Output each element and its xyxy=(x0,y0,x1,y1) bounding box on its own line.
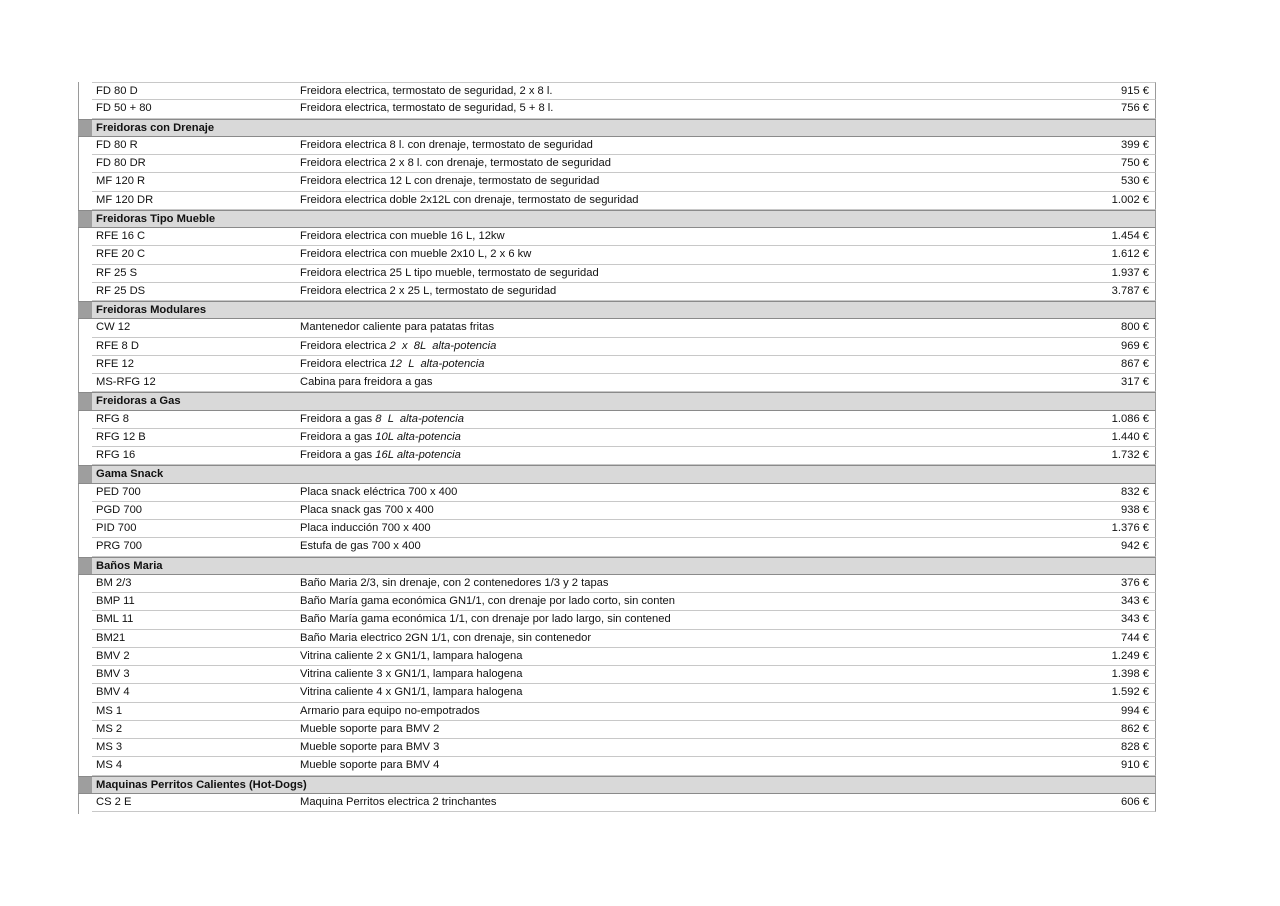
product-description xyxy=(300,484,457,501)
product-description-spec: 2 x 8L alta-potencia xyxy=(389,339,497,352)
product-description xyxy=(300,611,671,628)
product-price: 1.937 € xyxy=(1111,266,1149,279)
product-code: MS 3 xyxy=(96,741,123,753)
category-header xyxy=(78,392,1156,410)
product-price: 969 € xyxy=(1121,339,1149,352)
product-code: FD 80 DR xyxy=(96,157,146,169)
product-description xyxy=(300,155,611,172)
product-description-spec: 16L alta-potencia xyxy=(375,449,461,461)
product-description-text: Mueble soporte para BMV 4 xyxy=(300,759,440,772)
product-description xyxy=(300,575,608,592)
product-price: 1.454 € xyxy=(1111,230,1149,242)
product-row xyxy=(92,648,1156,666)
product-row xyxy=(92,520,1156,538)
product-code: RFE 12 xyxy=(96,357,134,370)
product-description xyxy=(300,666,522,683)
product-code: RFE 16 C xyxy=(96,230,146,242)
product-description xyxy=(300,192,639,209)
product-code: BML 11 xyxy=(96,613,134,626)
product-row xyxy=(92,173,1156,191)
product-description xyxy=(300,83,552,100)
product-price: 1.002 € xyxy=(1111,193,1149,206)
product-description-text: Placa snack eléctrica 700 x 400 xyxy=(300,485,458,498)
product-description-text: Baño María gama económica GN1/1, con drenaje por lado corto, sin conten xyxy=(300,595,675,607)
product-description xyxy=(300,447,461,464)
product-description-text: Freidora electrica, termostato de seguridad, 5 + 8 l. xyxy=(300,102,554,115)
product-code: PID 700 xyxy=(96,522,137,534)
product-price: 343 € xyxy=(1121,595,1149,607)
category-marker xyxy=(78,466,92,482)
product-code: PGD 700 xyxy=(96,503,143,516)
product-row xyxy=(92,246,1156,264)
product-code: BMV 2 xyxy=(96,649,130,662)
product-price: 800 € xyxy=(1121,321,1149,334)
product-description-text: Freidora electrica 25 L tipo mueble, termostato de seguridad xyxy=(300,266,599,279)
product-code: FD 80 R xyxy=(96,138,138,151)
category-label: Baños Maria xyxy=(96,559,163,572)
product-row xyxy=(92,374,1156,392)
product-row xyxy=(92,82,1156,100)
product-row xyxy=(92,502,1156,520)
product-row xyxy=(92,265,1156,283)
product-row xyxy=(92,283,1156,301)
product-code: RF 25 S xyxy=(96,266,138,279)
product-price: 1.732 € xyxy=(1111,449,1149,461)
product-description-text: Baño Maria electrico 2GN 1/1, con drenaje, sin contenedor xyxy=(300,631,592,644)
product-description xyxy=(300,538,421,555)
product-row xyxy=(92,155,1156,173)
product-description-text: Freidora electrica 8 l. con drenaje, termostato de seguridad xyxy=(300,138,593,151)
product-price: 915 € xyxy=(1121,85,1149,97)
product-description-text: Vitrina caliente 2 x GN1/1, lampara halogena xyxy=(300,649,523,662)
product-code: MS 2 xyxy=(96,722,123,735)
product-description-text: Baño María gama económica 1/1, con drenaje por lado largo, sin contened xyxy=(300,613,671,626)
product-description xyxy=(300,630,591,647)
product-description-text: Freidora electrica 2 x 25 L, termostato de seguridad xyxy=(300,284,557,297)
product-description-text: Freidora a gas xyxy=(300,449,376,461)
product-code: MF 120 R xyxy=(96,175,146,188)
category-marker xyxy=(78,393,92,409)
category-label: Freidoras con Drenaje xyxy=(96,121,215,134)
product-price: 828 € xyxy=(1121,741,1149,753)
product-code: BM 2/3 xyxy=(96,576,132,589)
product-description-text: Freidora electrica 12 L con drenaje, termostato de seguridad xyxy=(300,175,600,188)
product-description xyxy=(300,356,485,373)
product-code: FD 50 + 80 xyxy=(96,102,152,115)
category-header xyxy=(78,557,1156,575)
category-label: Maquinas Perritos Calientes (Hot-Dogs) xyxy=(96,778,307,791)
product-description-text: Freidora electrica 2 x 8 l. con drenaje, termostato de seguridad xyxy=(300,157,611,169)
product-description-text: Freidora electrica, termostato de seguridad, 2 x 8 l. xyxy=(300,85,553,97)
product-description xyxy=(300,338,496,355)
product-row xyxy=(92,429,1156,447)
product-row xyxy=(92,757,1156,775)
product-description-text: Maquina Perritos electrica 2 trinchantes xyxy=(300,795,497,808)
product-description-text: Freidora electrica xyxy=(300,357,390,370)
product-description-text: Armario para equipo no-empotrados xyxy=(300,704,480,717)
product-description-spec: 8 L alta-potencia xyxy=(375,412,464,425)
product-price: 938 € xyxy=(1121,503,1149,516)
product-code: MS-RFG 12 xyxy=(96,376,156,388)
product-description xyxy=(300,173,599,190)
product-description xyxy=(300,703,480,720)
product-description-text: Freidora electrica con mueble 2x10 L, 2 x 6 kw xyxy=(300,248,532,261)
product-code: BMV 3 xyxy=(96,668,130,680)
product-description-text: Cabina para freidora a gas xyxy=(300,376,433,388)
category-marker xyxy=(78,558,92,574)
product-description-text: Freidora a gas xyxy=(300,430,376,443)
product-code: MS 1 xyxy=(96,704,123,717)
product-description-text: Vitrina caliente 4 x GN1/1, lampara halogena xyxy=(300,686,523,699)
product-row xyxy=(92,484,1156,502)
product-row xyxy=(92,338,1156,356)
product-description xyxy=(300,502,434,519)
category-label: Freidoras Tipo Mueble xyxy=(96,212,216,225)
category-label: Gama Snack xyxy=(96,468,164,481)
product-description xyxy=(300,593,675,610)
product-price: 832 € xyxy=(1121,485,1149,498)
product-row xyxy=(92,100,1156,118)
product-description-text: Freidora a gas xyxy=(300,412,376,425)
product-description xyxy=(300,794,497,811)
product-description-text: Mantenedor caliente para patatas fritas xyxy=(300,321,495,334)
category-header xyxy=(78,776,1156,794)
category-header xyxy=(78,465,1156,483)
product-description xyxy=(300,520,431,537)
product-description xyxy=(300,100,553,117)
product-description xyxy=(300,319,494,336)
product-description-text: Vitrina caliente 3 x GN1/1, lampara halogena xyxy=(300,668,523,680)
product-code: RF 25 DS xyxy=(96,284,146,297)
category-marker xyxy=(78,211,92,227)
product-code: RFE 20 C xyxy=(96,248,146,261)
product-price: 1.376 € xyxy=(1111,522,1149,534)
product-price: 606 € xyxy=(1121,795,1149,808)
product-description-spec: 10L alta-potencia xyxy=(375,430,461,443)
product-code: RFE 8 D xyxy=(96,339,139,352)
product-row xyxy=(92,666,1156,684)
product-code: FD 80 D xyxy=(96,85,138,97)
product-row xyxy=(92,630,1156,648)
product-code: CW 12 xyxy=(96,321,131,334)
product-description xyxy=(300,411,464,428)
product-row xyxy=(92,228,1156,246)
product-description-text: Estufa de gas 700 x 400 xyxy=(300,540,421,553)
product-code: PRG 700 xyxy=(96,540,143,553)
product-price: 317 € xyxy=(1121,376,1149,388)
product-row xyxy=(92,593,1156,611)
product-description xyxy=(300,374,432,391)
product-price: 530 € xyxy=(1121,175,1149,188)
product-code: MS 4 xyxy=(96,759,123,772)
product-description xyxy=(300,265,599,282)
product-description xyxy=(300,137,593,154)
category-header xyxy=(78,210,1156,228)
product-code: RFG 8 xyxy=(96,412,129,425)
product-code: MF 120 DR xyxy=(96,193,154,206)
product-description xyxy=(300,283,556,300)
product-price: 376 € xyxy=(1121,576,1149,589)
category-label: Freidoras a Gas xyxy=(96,395,181,408)
product-row xyxy=(92,684,1156,702)
product-description-text: Mueble soporte para BMV 2 xyxy=(300,722,440,735)
category-label: Freidoras Modulares xyxy=(96,304,207,316)
product-code: RFG 12 B xyxy=(96,430,146,443)
product-description-text: Freidora electrica xyxy=(300,339,390,352)
product-row xyxy=(92,319,1156,337)
product-price: 399 € xyxy=(1121,138,1149,151)
product-row xyxy=(92,794,1156,812)
product-description xyxy=(300,246,531,263)
product-price: 1.398 € xyxy=(1111,668,1149,680)
product-code: BMP 11 xyxy=(96,595,135,607)
product-price: 1.249 € xyxy=(1111,649,1149,662)
product-row xyxy=(92,356,1156,374)
product-description xyxy=(300,648,522,665)
product-price: 750 € xyxy=(1121,157,1149,169)
product-row xyxy=(92,703,1156,721)
category-header xyxy=(78,119,1156,137)
product-price: 1.086 € xyxy=(1111,412,1149,425)
product-price: 942 € xyxy=(1121,540,1149,553)
category-header xyxy=(78,301,1156,319)
product-description-text: Placa snack gas 700 x 400 xyxy=(300,503,434,516)
product-price: 1.592 € xyxy=(1111,686,1149,699)
product-row xyxy=(92,447,1156,465)
product-code: BM21 xyxy=(96,631,126,644)
product-price: 867 € xyxy=(1121,357,1149,370)
product-description-text: Freidora electrica doble 2x12L con drenaje, termostato de seguridad xyxy=(300,193,639,206)
product-price: 1.612 € xyxy=(1111,248,1149,261)
product-row xyxy=(92,575,1156,593)
product-description-text: Placa inducción 700 x 400 xyxy=(300,522,431,534)
product-row xyxy=(92,611,1156,629)
product-row xyxy=(92,137,1156,155)
product-row xyxy=(92,192,1156,210)
product-description xyxy=(300,228,505,245)
product-price: 3.787 € xyxy=(1111,284,1149,297)
product-code: BMV 4 xyxy=(96,686,130,699)
product-description xyxy=(300,429,461,446)
product-code: RFG 16 xyxy=(96,449,136,461)
product-row xyxy=(92,411,1156,429)
product-description-text: Freidora electrica con mueble 16 L, 12kw xyxy=(300,230,505,242)
product-description-text: Mueble soporte para BMV 3 xyxy=(300,741,440,753)
product-description-spec: 12 L alta-potencia xyxy=(389,357,485,370)
category-marker xyxy=(78,120,92,136)
category-marker xyxy=(78,302,92,318)
product-row xyxy=(92,721,1156,739)
product-price: 994 € xyxy=(1121,704,1149,717)
product-price: 862 € xyxy=(1121,722,1149,735)
product-description xyxy=(300,757,439,774)
product-code: PED 700 xyxy=(96,485,141,498)
product-row xyxy=(92,739,1156,757)
product-code: CS 2 E xyxy=(96,795,132,808)
product-row xyxy=(92,538,1156,556)
product-description xyxy=(300,739,439,756)
price-list-table xyxy=(78,82,1156,812)
product-price: 343 € xyxy=(1121,613,1149,626)
product-description xyxy=(300,721,439,738)
category-marker xyxy=(78,777,92,793)
product-price: 744 € xyxy=(1121,631,1149,644)
product-description-text: Baño Maria 2/3, sin drenaje, con 2 contenedores 1/3 y 2 tapas xyxy=(300,576,609,589)
product-price: 1.440 € xyxy=(1111,430,1149,443)
product-price: 910 € xyxy=(1121,759,1149,772)
product-price: 756 € xyxy=(1121,102,1149,115)
product-description xyxy=(300,684,522,701)
